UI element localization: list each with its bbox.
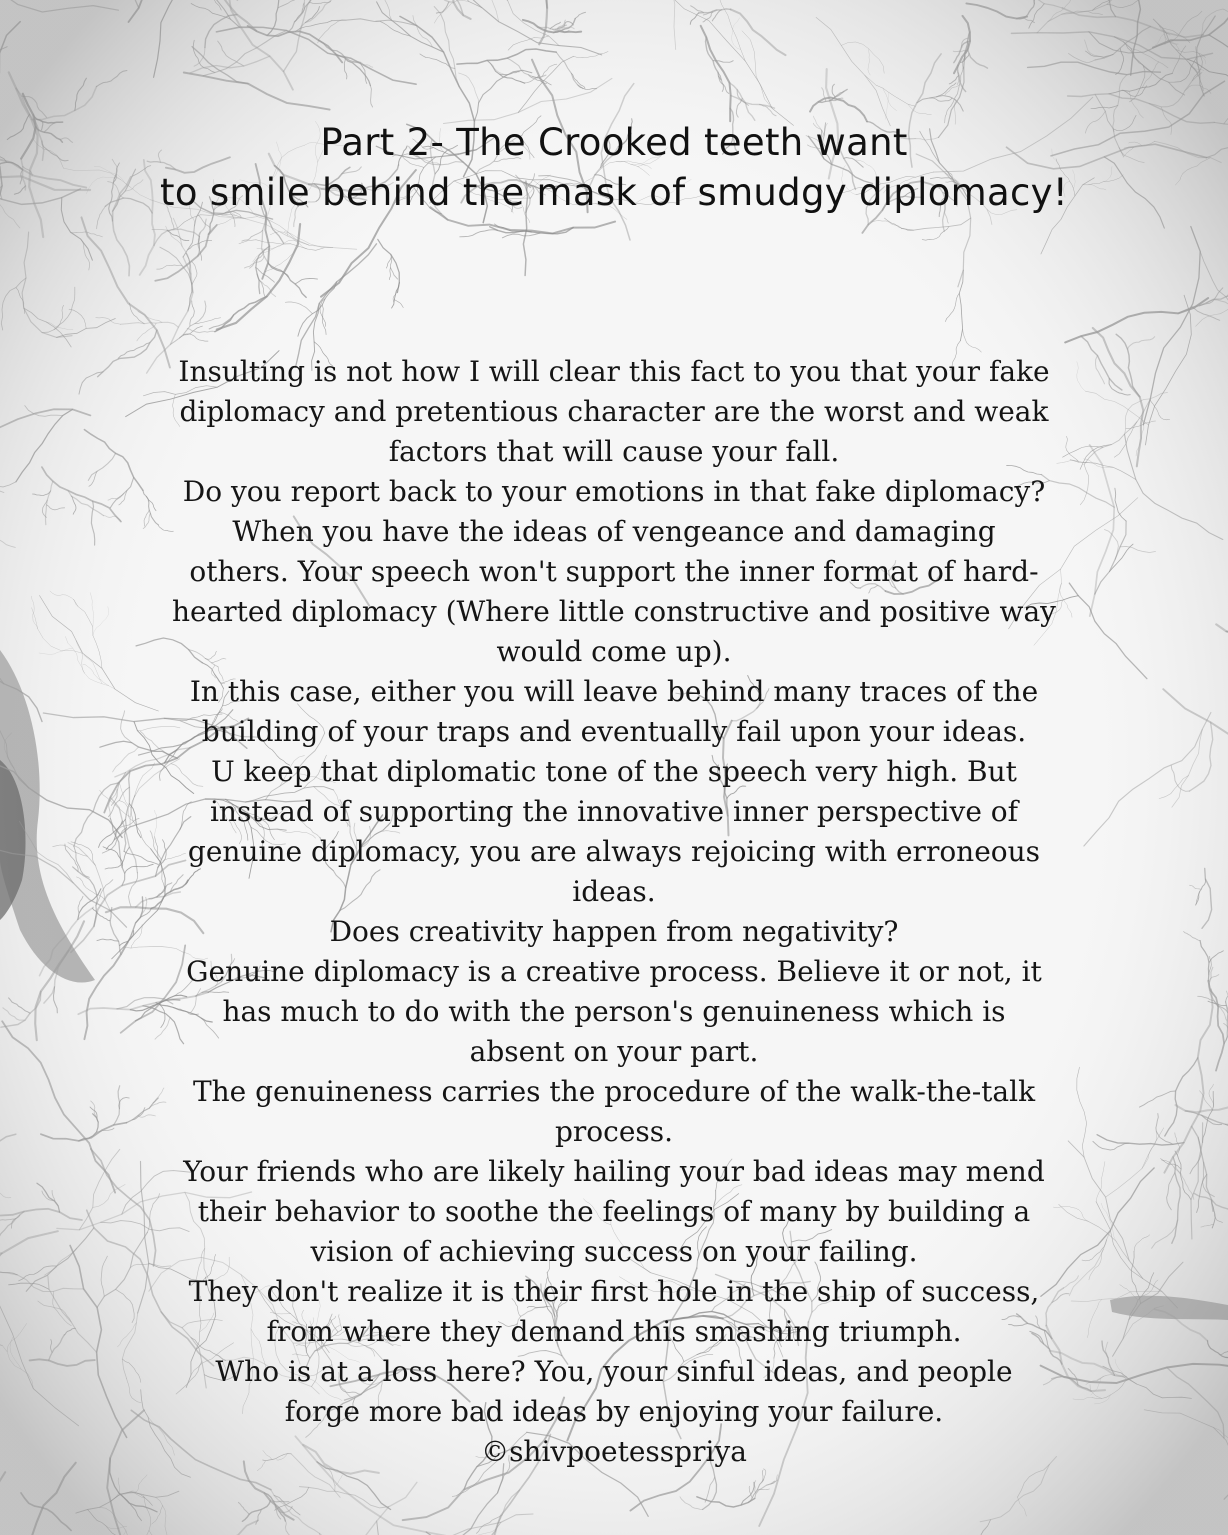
poem-line: factors that will cause your fall. [388,435,840,468]
poem-line: forge more bad ideas by enjoying your failure. [284,1395,944,1428]
poem-line: Who is at a loss here? You, your sinful ideas, and people [215,1355,1013,1388]
poem-line: would come up). [496,635,732,668]
poem-line: Your friends who are likely hailing your bad ideas may mend [183,1155,1045,1188]
title-line: to smile behind the mask of smudgy diplomacy! [160,171,1068,214]
poem-line: U keep that diplomatic tone of the speech very high. But [211,755,1017,788]
poem-line: has much to do with the person's genuineness which is [222,995,1006,1028]
poem-line: Insulting is not how I will clear this fact to you that your fake [178,355,1050,388]
poem-title [0,118,1228,218]
poem-line: They don't realize it is their first hole in the ship of success, [188,1275,1040,1308]
poem-line: Do you report back to your emotions in that fake diplomacy? [182,475,1046,508]
poem-line: genuine diplomacy, you are always rejoicing with erroneous [187,835,1041,868]
poem-line: vision of achieving success on your failing. [310,1235,918,1268]
poem-line: process. [554,1115,674,1148]
poem-line: ideas. [572,875,656,908]
poem-line: building of your traps and eventually fail upon your ideas. [201,715,1027,748]
title-line: Part 2- The Crooked teeth want [320,121,908,164]
poem-line: absent on your part. [469,1035,759,1068]
poem-line: Genuine diplomacy is a creative process. Believe it or not, it [186,955,1042,988]
poem-line: hearted diplomacy (Where little constructive and positive way [171,595,1056,628]
poem-line: instead of supporting the innovative inner perspective of [209,795,1019,828]
poem-line: The genuineness carries the procedure of the walk-the-talk [192,1075,1036,1108]
poem-body [80,352,1148,1472]
poem-line: from where they demand this smashing triumph. [266,1315,962,1348]
poem-line: When you have the ideas of vengeance and damaging [232,515,996,548]
poem-line: their behavior to soothe the feelings of many by building a [197,1195,1031,1228]
author-signature: ©shivpoetesspriya [481,1435,747,1468]
poem-line: others. Your speech won't support the inner format of hard- [189,555,1039,588]
poem-line: In this case, either you will leave behind many traces of the [189,675,1039,708]
poem-line: Does creativity happen from negativity? [329,915,899,948]
poem-line: diplomacy and pretentious character are the worst and weak [179,395,1049,428]
